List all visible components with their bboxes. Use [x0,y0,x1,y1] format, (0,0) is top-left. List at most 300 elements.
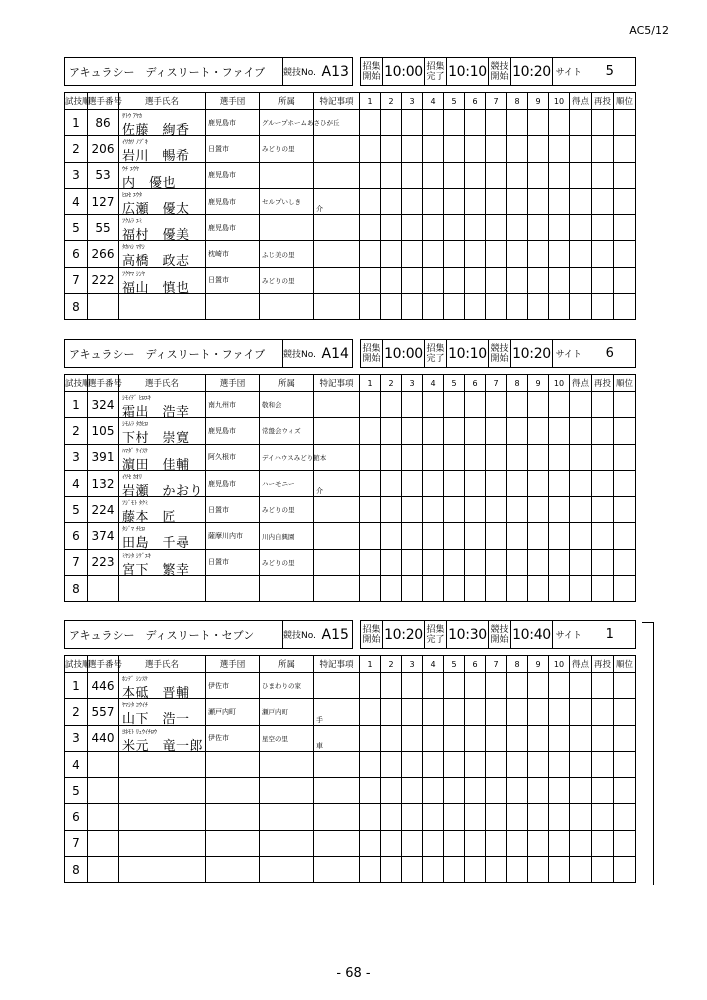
comp-start-label-text: 競技開始 [490,624,509,645]
col-player-name: 選手氏名 [119,93,206,110]
table-row [65,241,636,267]
round-score-cell [423,523,444,549]
round-score-cell [549,110,570,136]
player-name-cell [119,699,206,728]
player-note [314,241,360,267]
col-round: 9 [528,375,549,392]
event-code: A14 [319,340,353,368]
round-score-cell [507,136,528,162]
round-score-cell [528,804,549,830]
round-score-cell [549,136,570,162]
table-row [65,751,636,777]
round-score-cell [444,470,465,496]
score-cell [570,576,592,602]
round-score-cell [444,294,465,320]
player-team: 伊佐市 [206,673,260,699]
round-score-cell [402,470,423,496]
attempt-order: 1 [65,673,88,699]
round-score-cell [465,470,486,496]
round-score-cell [423,136,444,162]
player-affiliation: みどりの里 [260,136,314,162]
round-score-cell [549,576,570,602]
player-team: 日置市 [206,549,260,575]
player-name-cell [119,725,206,754]
retry-cell [592,188,614,214]
call-end-label [425,58,447,86]
round-score-cell [381,523,402,549]
attempt-order: 5 [65,778,88,804]
round-score-cell [465,497,486,523]
event-no-label: 競技No. [283,621,319,649]
round-score-cell [528,294,549,320]
round-score-cell [360,804,381,830]
rank-cell [614,549,636,575]
player-affiliation: 星空の里 [260,725,314,751]
player-kana: ﾊﾏﾀﾞ ｹｲｽｹ [122,447,148,455]
col-affiliation: 所属 [260,93,314,110]
player-team: 日置市 [206,497,260,523]
comp-start-label-text: 競技開始 [490,343,509,364]
round-score-cell [486,673,507,699]
table-row [65,673,636,699]
rank-cell [614,215,636,241]
table-row [65,830,636,856]
round-score-cell [381,392,402,418]
col-round: 8 [507,375,528,392]
score-cell [570,549,592,575]
event-header [64,57,636,86]
comp-start-label [489,621,511,649]
table-row [65,136,636,162]
col-player-name: 選手氏名 [119,375,206,392]
round-score-cell [444,392,465,418]
col-round: 2 [381,656,402,673]
round-score-cell [507,418,528,444]
round-score-cell [507,725,528,751]
player-kana: ﾎﾝﾃﾞ ｼﾝｽｹ [122,676,148,683]
player-note: 介 [314,470,360,496]
column-header-row [65,93,636,110]
rank-cell [614,804,636,830]
col-rank: 順位 [614,656,636,673]
col-round: 5 [444,656,465,673]
score-cell [570,215,592,241]
rank-cell [614,267,636,293]
col-team: 選手団 [206,375,260,392]
player-name-cell [119,804,206,830]
col-player-no: 選手番号 [88,375,119,392]
player-note [314,778,360,804]
round-score-cell [381,857,402,883]
player-name: 濵田 佳輔 [122,457,190,473]
comp-start-time: 10:20 [511,340,553,368]
table-row [65,576,636,602]
round-score-cell [444,444,465,470]
rank-cell [614,673,636,699]
rank-cell [614,110,636,136]
comp-start-label [489,58,511,86]
player-team: 日置市 [206,136,260,162]
round-score-cell [528,576,549,602]
table-row [65,444,636,470]
round-score-cell [528,523,549,549]
table-row [65,778,636,804]
col-affiliation: 所属 [260,375,314,392]
attempt-order: 3 [65,725,88,751]
col-round: 10 [549,93,570,110]
round-score-cell [402,497,423,523]
rank-cell [614,294,636,320]
player-team: 日置市 [206,267,260,293]
rank-cell [614,725,636,751]
player-name: 広瀬 優太 [122,201,190,217]
round-score-cell [423,470,444,496]
round-score-cell [402,857,423,883]
round-score-cell [381,110,402,136]
col-attempt-order: 試技順 [65,93,88,110]
player-affiliation: ふじ美の里 [260,241,314,267]
score-cell [570,470,592,496]
score-cell [570,241,592,267]
col-round: 4 [423,656,444,673]
attempt-order: 1 [65,110,88,136]
round-score-cell [465,241,486,267]
round-score-cell [528,215,549,241]
rank-cell [614,188,636,214]
round-score-cell [423,188,444,214]
player-affiliation: グループホームあさひが丘 [260,110,314,136]
round-score-cell [444,418,465,444]
round-score-cell [465,136,486,162]
score-cell [570,857,592,883]
col-attempt-order: 試技順 [65,656,88,673]
player-team: 瀬戸内町 [206,699,260,725]
col-round: 6 [465,656,486,673]
round-score-cell [444,215,465,241]
player-name-cell [119,857,206,883]
round-score-cell [360,497,381,523]
round-score-cell [360,418,381,444]
round-score-cell [486,857,507,883]
retry-cell [592,470,614,496]
attempt-order: 3 [65,162,88,188]
call-end-label [425,340,447,368]
header-gap [353,621,361,649]
player-note [314,576,360,602]
round-score-cell [423,162,444,188]
player-kana: ﾖﾈﾓﾄ ﾘｭｳｲﾁﾛｳ [122,728,157,736]
round-score-cell [360,751,381,777]
player-team [206,830,260,856]
round-score-cell [465,699,486,725]
round-score-cell [507,215,528,241]
player-name-cell [119,215,206,244]
col-team: 選手団 [206,656,260,673]
player-kana: ﾌｸﾑﾗ ﾕﾐ [122,218,142,226]
player-note [314,857,360,883]
round-score-cell [528,418,549,444]
comp-start-time: 10:20 [511,58,553,86]
round-score-cell [465,523,486,549]
player-note [314,162,360,188]
round-score-cell [444,830,465,856]
player-kana: ｻﾄｳ ｱﾔｶ [122,113,142,120]
col-round: 10 [549,656,570,673]
col-round: 9 [528,656,549,673]
player-team: 鹿児島市 [206,188,260,214]
retry-cell [592,778,614,804]
round-score-cell [528,136,549,162]
player-team: 伊佐市 [206,725,260,751]
rank-cell [614,418,636,444]
round-score-cell [486,576,507,602]
round-score-cell [444,136,465,162]
player-affiliation [260,751,314,777]
round-score-cell [507,241,528,267]
retry-cell [592,110,614,136]
round-score-cell [528,673,549,699]
player-name-cell [119,110,206,136]
round-score-cell [423,699,444,725]
round-score-cell [507,497,528,523]
col-round: 4 [423,375,444,392]
entry-table [64,92,636,320]
site-label: サイト [553,621,585,649]
score-cell [570,699,592,725]
score-cell [570,110,592,136]
player-note [314,549,360,575]
player-note [314,267,360,293]
round-score-cell [486,241,507,267]
round-score-cell [549,699,570,725]
player-number: 105 [88,418,119,444]
round-score-cell [549,549,570,575]
round-score-cell [423,778,444,804]
player-number: 446 [88,673,119,699]
entry-table [64,655,636,883]
round-score-cell [402,267,423,293]
page-number: - 68 - [336,966,371,981]
player-kana: ﾀｶﾊｼ ﾏｻｼ [122,244,145,252]
attempt-order: 8 [65,294,88,320]
col-round: 3 [402,656,423,673]
round-score-cell [423,549,444,575]
round-score-cell [507,188,528,214]
call-end-time: 10:30 [447,621,489,649]
player-affiliation: ハーモニー [260,470,314,496]
score-cell [570,523,592,549]
attempt-order: 2 [65,136,88,162]
event-no-label: 競技No. [283,58,319,86]
player-name-cell [119,523,206,552]
call-start-time: 10:20 [383,621,425,649]
round-score-cell [402,110,423,136]
round-score-cell [528,110,549,136]
player-kana: ｼﾓﾑﾗ ﾀｶﾋﾛ [122,421,148,429]
player-affiliation [260,215,314,241]
round-score-cell [423,804,444,830]
comp-start-time: 10:40 [511,621,553,649]
round-score-cell [549,830,570,856]
round-score-cell [507,523,528,549]
attempt-order: 7 [65,549,88,575]
round-score-cell [507,294,528,320]
round-score-cell [507,751,528,777]
site-value: 5 [585,58,636,86]
player-note [314,751,360,777]
rank-cell [614,778,636,804]
player-affiliation: 常盤会ウィズ [260,418,314,444]
score-cell [570,751,592,777]
call-end-time: 10:10 [447,340,489,368]
round-score-cell [549,673,570,699]
round-score-cell [402,294,423,320]
player-number [88,751,119,777]
round-score-cell [486,549,507,575]
round-score-cell [381,444,402,470]
player-name-cell [119,549,206,578]
player-note: 車 [314,725,360,751]
score-cell [570,392,592,418]
round-score-cell [423,576,444,602]
round-score-cell [381,804,402,830]
col-player-no: 選手番号 [88,656,119,673]
table-row [65,497,636,523]
player-team [206,576,260,602]
player-name: 岩瀬 かおり [122,483,204,499]
header-gap [353,340,361,368]
round-score-cell [360,699,381,725]
attempt-order: 8 [65,576,88,602]
round-score-cell [402,188,423,214]
round-score-cell [360,136,381,162]
player-note: 介 [314,188,360,214]
player-note [314,673,360,699]
col-round: 5 [444,375,465,392]
retry-cell [592,241,614,267]
player-number: 127 [88,188,119,214]
col-score: 得点 [570,93,592,110]
round-score-cell [549,778,570,804]
rank-cell [614,857,636,883]
col-player-no: 選手番号 [88,93,119,110]
player-kana: ｼﾓｲﾃﾞ ﾋﾛﾕｷ [122,395,151,402]
player-number [88,294,119,320]
retry-cell [592,162,614,188]
round-score-cell [486,699,507,725]
round-score-cell [444,188,465,214]
round-score-cell [381,215,402,241]
round-score-cell [465,444,486,470]
retry-cell [592,444,614,470]
score-cell [570,444,592,470]
round-score-cell [486,725,507,751]
round-score-cell [402,725,423,751]
player-number: 55 [88,215,119,241]
page-code: AC5/12 [629,24,669,37]
round-score-cell [486,444,507,470]
round-score-cell [465,673,486,699]
col-round: 6 [465,375,486,392]
round-score-cell [381,699,402,725]
round-score-cell [381,673,402,699]
player-name-cell [119,267,206,296]
table-row [65,294,636,320]
round-score-cell [444,110,465,136]
player-name-cell [119,392,206,418]
retry-cell [592,549,614,575]
col-round: 8 [507,93,528,110]
player-affiliation: デイハウスみどり館本 [260,444,314,470]
player-name: 田島 千尋 [122,536,190,552]
round-score-cell [423,267,444,293]
round-score-cell [444,162,465,188]
round-score-cell [486,418,507,444]
player-name: 藤本 匠 [122,510,177,526]
round-score-cell [402,804,423,830]
attempt-order: 6 [65,804,88,830]
player-kana: ﾌｼﾞﾓﾄ ﾀｸﾐ [122,500,148,508]
attempt-order: 2 [65,418,88,444]
player-name-cell [119,576,206,602]
col-rank: 順位 [614,375,636,392]
player-name-cell [119,241,206,270]
player-affiliation: 川内自興園 [260,523,314,549]
col-round: 1 [360,375,381,392]
table-row [65,162,636,188]
score-cell [570,673,592,699]
table-row [65,418,636,444]
attempt-order: 4 [65,751,88,777]
call-start-label-text: 招集開始 [362,624,381,645]
event-code: A15 [319,621,353,649]
player-number [88,857,119,883]
round-score-cell [360,241,381,267]
player-team: 鹿児島市 [206,162,260,188]
player-number: 374 [88,523,119,549]
player-number: 266 [88,241,119,267]
col-notes: 特記事項 [314,375,360,392]
rank-cell [614,136,636,162]
retry-cell [592,392,614,418]
round-score-cell [381,188,402,214]
round-score-cell [465,725,486,751]
score-cell [570,725,592,751]
round-score-cell [444,751,465,777]
round-score-cell [423,751,444,777]
rank-cell [614,830,636,856]
player-note: 手 [314,699,360,725]
round-score-cell [444,673,465,699]
attempt-order: 7 [65,267,88,293]
round-score-cell [528,241,549,267]
event-block [64,57,635,320]
round-score-cell [423,857,444,883]
player-team [206,857,260,883]
round-score-cell [507,778,528,804]
retry-cell [592,699,614,725]
bracket-line [642,622,654,885]
round-score-cell [549,470,570,496]
round-score-cell [402,751,423,777]
round-score-cell [549,497,570,523]
call-start-time: 10:00 [383,58,425,86]
player-kana: ﾀｼﾞﾏ ﾁﾋﾛ [122,526,145,534]
player-number: 222 [88,267,119,293]
round-score-cell [444,497,465,523]
rank-cell [614,241,636,267]
call-end-label [425,621,447,649]
